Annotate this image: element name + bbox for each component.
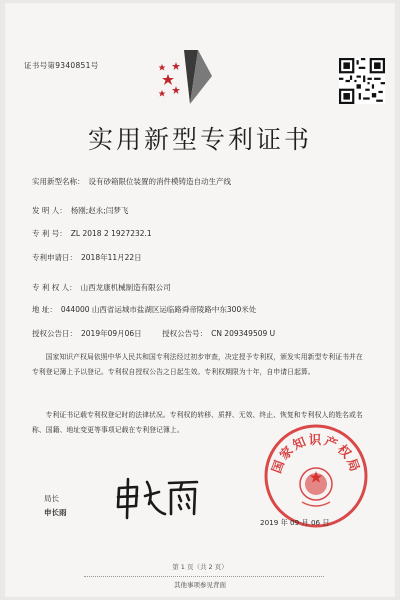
- field-label: 实用新型名称：: [32, 177, 85, 186]
- field-value: 杨刚;赵永;闫梦飞: [70, 206, 129, 215]
- field-value: CN 209349509 U: [211, 329, 276, 338]
- patentee-field: [32, 282, 171, 293]
- director-name: 申长雨: [44, 508, 67, 517]
- certificate-page: [4, 2, 396, 598]
- grant-date-field: [32, 328, 275, 339]
- field-label: 专利申请日：: [32, 253, 77, 262]
- field-label: 专 利 号：: [32, 229, 67, 238]
- patent-number-field: [32, 228, 152, 239]
- certificate-number: 证书号第9340851号: [24, 61, 99, 70]
- stamp-text: 国家知识产权局: [268, 432, 364, 476]
- patent-office-emblem-icon: [154, 46, 224, 108]
- field-value: 2019年09月06日: [81, 329, 142, 338]
- field-label: 授权公告号：: [162, 329, 208, 338]
- director-title: 局长: [44, 494, 59, 503]
- qr-code-icon: [339, 58, 385, 104]
- field-value: 044000 山西省运城市盐湖区运临路舜帝陵路中东300米处: [60, 305, 257, 314]
- grant-statement-paragraph: 国家知识产权局依照中华人民共和国专利法经过初步审查，决定授予专利权，颁发实用新型专利证书并在专利登记簿上予以登记。专利权自授权公告之日起生效。专利权期限为十年，自申请日起算。: [32, 353, 363, 376]
- director-signature-image: [109, 474, 201, 520]
- field-value: 2018年11月22日: [81, 253, 142, 262]
- field-label: 专 利 权 人：: [32, 283, 77, 292]
- field-value: 设有砂箱限位装置的消件模铸造自动生产线: [88, 177, 231, 186]
- footer-note: 其他事项参见背面: [174, 581, 226, 589]
- footer-divider: [84, 576, 324, 577]
- field-label: 地 址：: [32, 305, 57, 314]
- legal-status-paragraph: 专利证书记载专利权登记时的法律状况。专利权的转移、质押、无效、终止、恢复和专利权人的姓名或名称、国籍、地址变更等事项记载在专利登记簿上。: [32, 411, 363, 434]
- page-title: 实用新型专利证书: [87, 125, 312, 154]
- application-date-field: [32, 252, 142, 263]
- address-field: [32, 304, 256, 315]
- inventor-field: [32, 205, 128, 216]
- utility-model-name-field: [32, 176, 231, 187]
- official-seal-stamp: [262, 422, 370, 530]
- field-label: 授权公告日：: [32, 329, 77, 338]
- field-value: 山西龙康机械制造有限公司: [80, 283, 171, 292]
- field-value: ZL 2018 2 1927232.1: [70, 229, 152, 238]
- issue-date: 2019 年 09 月 06 日: [260, 518, 330, 527]
- page-number: 第 1 页（共 2 页）: [172, 563, 228, 571]
- field-label: 发 明 人：: [32, 206, 67, 215]
